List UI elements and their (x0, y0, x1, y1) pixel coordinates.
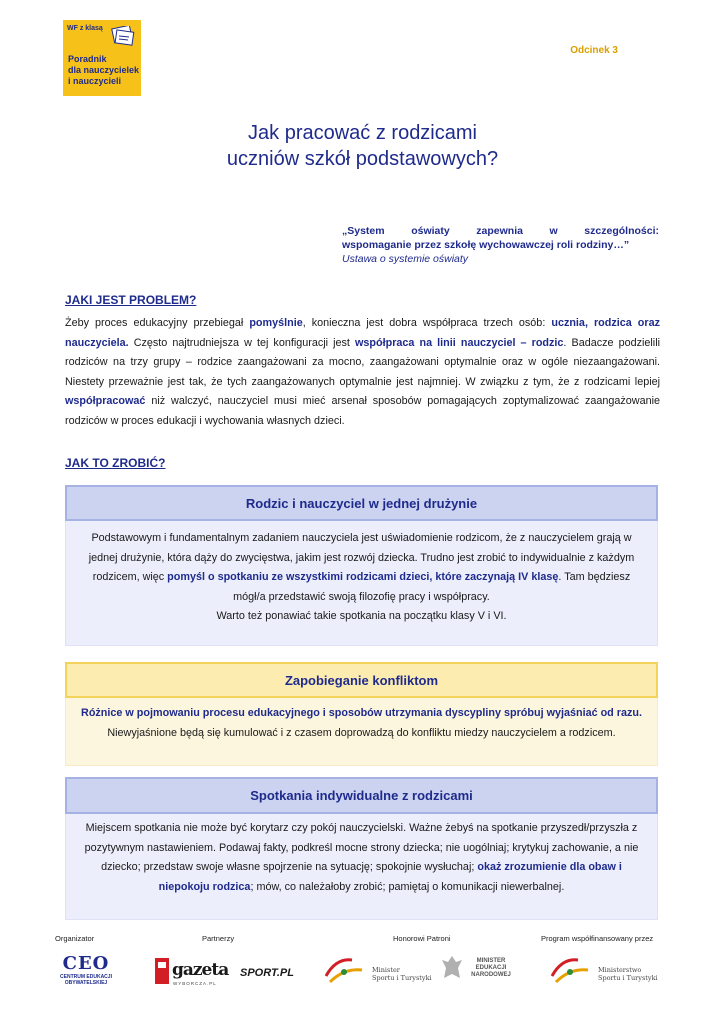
howto-heading: JAK TO ZROBIĆ? (65, 456, 166, 470)
program-label: Program współfinansowany przez (541, 934, 654, 943)
epigraph-quote (342, 224, 659, 266)
panel-team-title: Rodzic i nauczyciel w jednej drużynie (65, 485, 658, 521)
panel-meetings-body: Miejscem spotkania nie może być korytarz czy pokój nauczycielski. Ważne żebyś na spotkanie przyszedł/przyszła z pozytywnym nastawieniem. Podawaj fakty, podkreśl mocne strony dziecka; nie uogólniaj; krytykuj zachowanie, a nie dziecko; przedstaw swoje własne spojrzenie na sytuację; spokojnie wysłuchaj; okaż zrozumienie dla obaw i niepokoju rodzica; mów, co należałoby zrobić; pamiętaj o komunikacji niewerbalnej. (65, 814, 658, 920)
sport-pl-logo: SPORT.PL (240, 967, 294, 979)
documents-icon (109, 26, 135, 46)
panel-conflicts-title: Zapobieganie konfliktom (65, 662, 658, 698)
patrons-label: Honorowi Patroni (393, 934, 451, 943)
program-logo (63, 20, 141, 96)
panel-conflicts (65, 662, 658, 766)
sport-ministry-emblem-icon (322, 954, 366, 988)
sponsors-footer (0, 934, 725, 1024)
panel-meetings-title: Spotkania indywidualne z rodzicami (65, 777, 658, 814)
logo-top-text: WF z klasą (67, 25, 103, 32)
sport-ministry-emblem-icon (548, 954, 592, 988)
partners-label: Partnerzy (202, 934, 235, 943)
minister-sport-logo: Minister Sportu i Turystyki (322, 954, 442, 994)
eagle-emblem-icon (440, 954, 464, 982)
logo-title: Poradnik dla nauczycielek i nauczycieli (68, 54, 140, 86)
organizer-label: Organizator (55, 934, 95, 943)
ceo-logo: CEO CENTRUM EDUKACJI OBYWATELSKIEJ (60, 953, 112, 986)
quote-source: Ustawa o systemie oświaty (342, 253, 469, 265)
problem-heading: JAKI JEST PROBLEM? (65, 293, 197, 307)
quote-text: „System oświaty zapewnia w szczególności: wspomaganie przez szkołę wychowawczej roli rodziny…” (342, 225, 659, 251)
problem-paragraph: Żeby proces edukacyjny przebiegał pomyślnie, konieczna jest dobra współpraca trzech osób: ucznia, rodzica oraz nauczyciela. Często najtrudniejsza w tej konfiguracji jest współpraca na linii nauczyciel – rodzic. Badacze podzielili rodziców na trzy grupy – rodzice zaangażowani za mocno, zaangażowani optymalnie oraz w ogóle niezaangażowani. Niestety przeważnie jest tak, że tych zaangażowanych optymalnie jest najmniej. W związku z tym, że z rodzicami lepiej współpracować niż walczyć, nauczyciel musi mieć arsenał sposobów pomagających zoptymalizować zaangażowanie rodziców w proces edukacji i wychowania własnych dzieci. (65, 317, 661, 427)
gazeta-mark-icon (155, 958, 171, 984)
episode-label: Odcinek 3 (570, 45, 618, 56)
panel-team (65, 485, 658, 646)
panel-conflicts-body: Różnice w pojmowaniu procesu edukacyjnego i sposobów utrzymania dyscypliny spróbuj wyjaśniać od razu. Niewyjaśnione będą się kumulować i z czasem doprowadzą do konfliktu miedzy nauczycielem a rodzicem. (65, 698, 658, 766)
panel-meetings (65, 777, 658, 920)
gazeta-logo: gazeta WYBORCZA.PL (155, 954, 225, 990)
minister-education-logo: MINISTER EDUKACJI NARODOWEJ (440, 954, 516, 1004)
page-title: Jak pracować z rodzicami uczniów szkół podstawowych? (226, 122, 499, 170)
ministry-sport-logo: Ministerstwo Sportu i Turystyki (548, 954, 668, 994)
panel-team-body: Podstawowym i fundamentalnym zadaniem nauczyciela jest uświadomienie rodzicom, że z nauczycielem grają w jednej drużynie, która dąży do zwycięstwa, jakim jest rozwój dziecka. Trudno jest zrobić to indywidualnie z każdym rodzicem, więc pomyśl o spotkaniu ze wszystkimi rodzicami dzieci, które zaczynają IV klasę. Tam będziesz mógł/a przedstawić swoją filozofię pracy i współpracy. Warto też ponawiać takie spotkania na początku klasy V i VI. (65, 521, 658, 646)
